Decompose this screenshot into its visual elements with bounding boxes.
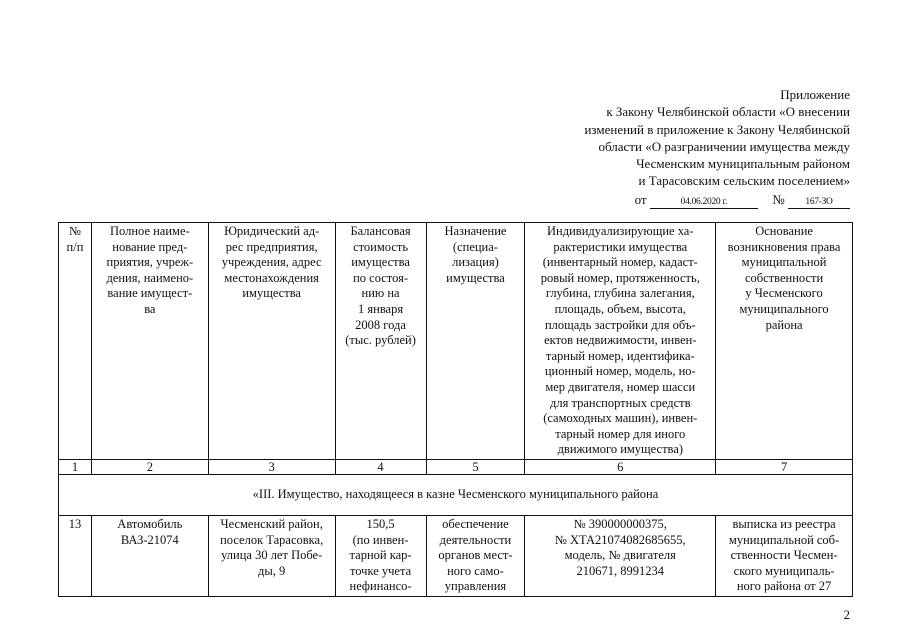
column-number: 5 [426,459,525,474]
page-number: 2 [843,607,850,622]
column-number: 1 [59,459,92,474]
header-line: и Тарасовским сельским поселением» [638,173,850,189]
law-number: 167-ЗО [788,196,850,209]
property-address: Чесменский район, поселок Тарасовка, улица 30 лет Побе- ды, 9 [208,515,335,596]
law-date-number [490,191,850,209]
column-number-row [59,459,853,474]
header-cell: № п/п [59,223,92,460]
header-line: Приложение [780,87,850,102]
appendix-header [490,86,850,209]
table-row [59,515,853,596]
number-label: № [772,191,785,207]
header-cell: Юридический ад- рес предприятия, учреждения, адрес местонахождения имущества [208,223,335,460]
table-header-row [59,223,853,460]
ownership-basis: выписка из реестра муниципальной соб- ственности Чесмен- ского муниципаль- ного района от 27 [716,515,853,596]
law-date: 04.06.2020 г. [650,196,758,209]
column-number: 7 [716,459,853,474]
header-line: к Закону Челябинской области «О внесении [606,104,850,120]
column-number: 4 [335,459,426,474]
header-line: области «О разграничении имущества между [598,138,850,154]
balance-value: 150,5 (по инвен- тарной кар- точке учета нефинансо- [335,515,426,596]
column-number: 2 [91,459,208,474]
header-cell: Балансовая стоимость имущества по состоя- нию на 1 января 2008 года (тыс. рублей) [335,223,426,460]
section-title: «III. Имущество, находящееся в казне Чесменского муниципального района [59,474,853,515]
property-name: Автомобиль ВАЗ-21074 [91,515,208,596]
header-cell: Полное наиме- нование пред- приятия, учреж- дения, наимено- вание имущест- ва [91,223,208,460]
header-cell: Основание возникновения права муниципальной собственности у Чесменского муниципального района [716,223,853,460]
property-table [58,222,853,597]
header-line: изменений в приложение к Закону Челябинской [584,121,850,137]
row-number: 13 [59,515,92,596]
header-line: Чесменским муниципальным районом [636,156,850,172]
column-number: 6 [525,459,716,474]
property-purpose: обеспечение деятельности органов мест- ного само- управления [426,515,525,596]
column-number: 3 [208,459,335,474]
from-label: от [634,191,647,207]
header-cell: Индивидуализирующие ха- рактеристики имущества (инвентарный номер, кадаст- ровый номер, протяженность, глубина, глубина залегания, площадь, объем, высота, площадь застройки для объ- ектов недвижимости, инвен- тарный номер, идентифика- ционный номер, модель, но- мер двигателя, номер шасси для транспортных средств (самоходных машин), инвен- тарный номер для иного движимого имущества) [525,223,716,460]
section-row [59,474,853,515]
property-characteristics: № 390000000375, № ХТА21074082685655, модель, № двигателя 210671, 8991234 [525,515,716,596]
header-cell: Назначение (специа- лизация) имущества [426,223,525,460]
